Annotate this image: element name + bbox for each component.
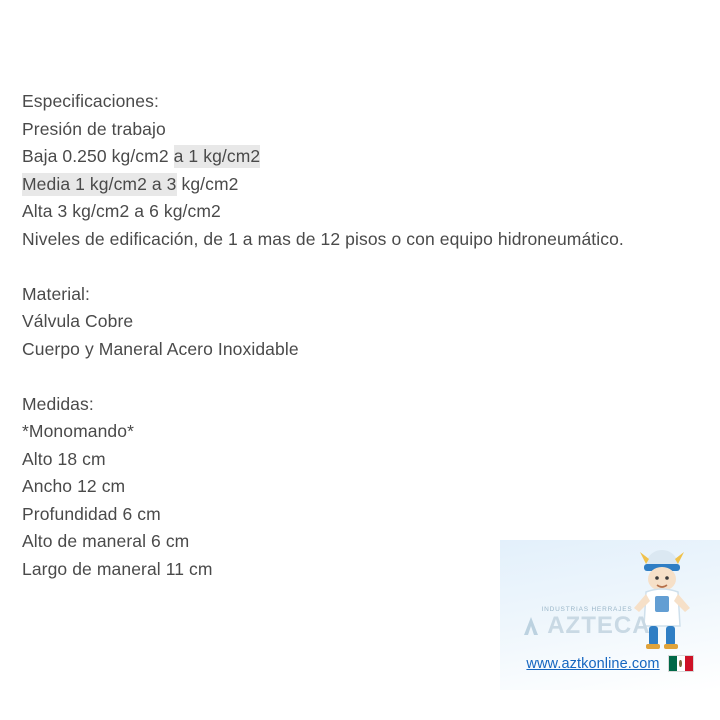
spec-text-highlighted: a 1 kg/cm2: [173, 146, 261, 166]
brand-url-row: [500, 655, 720, 672]
spec-line: [22, 473, 702, 501]
spec-text: *Monomando*: [22, 421, 135, 441]
mexico-flag-icon: [668, 655, 694, 672]
spec-text: Material:: [22, 283, 91, 304]
spec-line: [22, 446, 702, 474]
spec-text: Niveles de edificación, de 1 a mas de 12 pisos o con equipo hidroneumático.: [22, 228, 624, 249]
spec-line: [22, 308, 702, 336]
spec-line: [22, 143, 702, 171]
spec-text: Baja 0.250 kg/cm2: [22, 146, 174, 166]
spec-text: kg/cm2: [176, 173, 239, 194]
brand-watermark-card: [500, 540, 720, 690]
spec-text: Profundidad 6 cm: [22, 503, 161, 524]
spec-line: [22, 418, 702, 446]
spec-text: Válvula Cobre: [22, 311, 134, 331]
spec-line: [22, 281, 702, 309]
spec-text-highlighted: Media 1 kg/cm2 a 3: [22, 173, 177, 194]
spec-text: Ancho 12 cm: [22, 476, 126, 496]
spec-line: [22, 253, 702, 281]
spec-text: Alta 3 kg/cm2 a 6 kg/cm2: [22, 201, 221, 221]
spec-text: Presión de trabajo: [22, 118, 166, 139]
azteca-logo: [522, 606, 652, 638]
azteca-logo-name-row: [523, 614, 650, 638]
product-specifications-text: [22, 88, 702, 583]
spec-line: [22, 226, 702, 254]
brand-website-link[interactable]: www.aztkonline.com: [526, 655, 660, 672]
azteca-logo-tagline: INDUSTRIAS HERRAJES: [541, 606, 633, 613]
spec-line: [22, 198, 702, 226]
spec-line: [22, 116, 702, 144]
spec-text: Largo de maneral 11 cm: [22, 558, 213, 579]
spec-text: Alto de maneral 6 cm: [22, 531, 190, 551]
spec-line: [22, 391, 702, 419]
spec-text: Especificaciones:: [22, 91, 159, 111]
spec-line: [22, 88, 702, 116]
spec-text: Cuerpo y Maneral Acero Inoxidable: [22, 338, 299, 359]
spec-line: [22, 171, 702, 199]
spec-text: Medidas:: [22, 393, 94, 414]
spec-line: [22, 501, 702, 529]
brand-watermark-inner: [500, 540, 720, 690]
spec-text: Alto 18 cm: [22, 448, 106, 469]
spec-line: [22, 336, 702, 364]
spec-line: [22, 363, 702, 391]
azteca-logo-name: AZTECA: [547, 612, 651, 639]
azteca-logo-mark-icon: [523, 616, 539, 636]
